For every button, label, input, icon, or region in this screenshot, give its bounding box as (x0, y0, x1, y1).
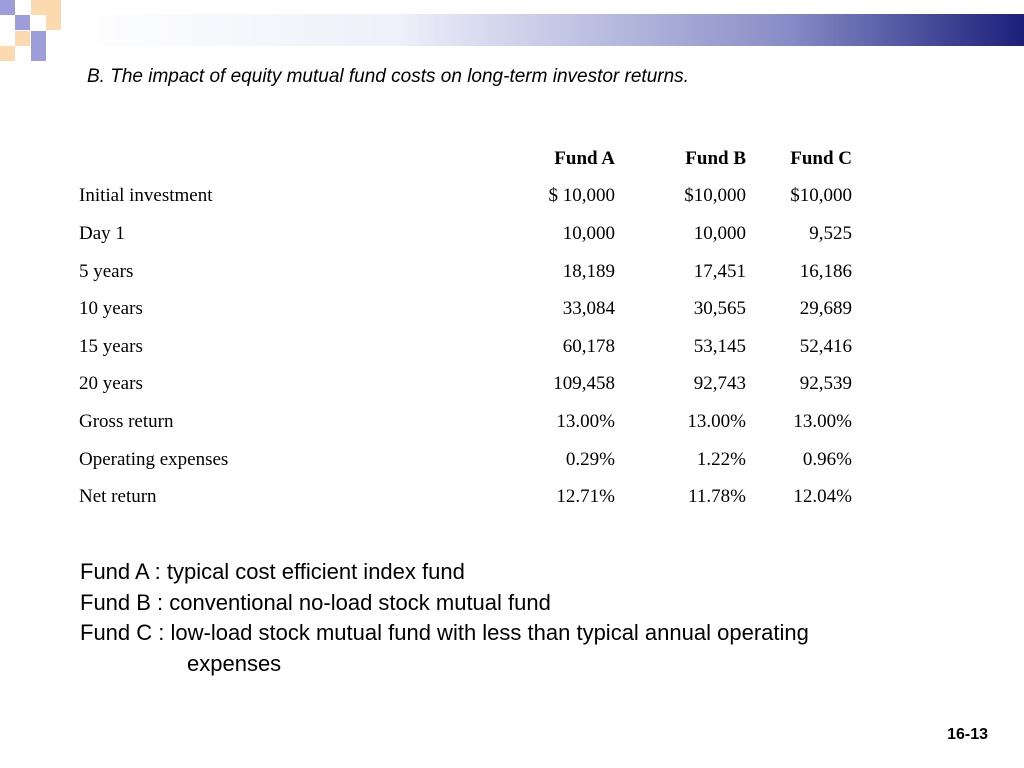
note-fund-a: Fund A : typical cost efficient index fund (80, 559, 465, 584)
cell-fund-b: 11.78% (688, 486, 746, 508)
cell-fund-c: 12.04% (793, 486, 852, 508)
decor-square (31, 46, 46, 61)
table-row (79, 178, 852, 216)
decor-square (0, 0, 15, 15)
decor-square (0, 46, 15, 61)
row-label: 5 years (79, 260, 134, 282)
cell-fund-a: $ 10,000 (548, 185, 615, 207)
cell-fund-c: 52,416 (799, 335, 852, 357)
cell-fund-c: $10,000 (790, 185, 852, 207)
decor-square (31, 0, 46, 15)
table-row (79, 366, 852, 404)
cell-fund-a: 33,084 (562, 298, 615, 320)
table-row (79, 215, 852, 253)
fund-returns-table (79, 140, 852, 516)
row-label: 20 years (79, 373, 143, 395)
table-row (79, 328, 852, 366)
table-header-row (79, 140, 852, 178)
cell-fund-b: 10,000 (693, 222, 746, 244)
table-row (79, 253, 852, 291)
header-gradient-bar (62, 14, 1024, 46)
table-row (79, 290, 852, 328)
cell-fund-a: 109,458 (553, 373, 615, 395)
cell-fund-b: 1.22% (696, 448, 746, 470)
decor-square (15, 31, 30, 46)
cell-fund-b: 13.00% (687, 410, 746, 432)
decor-square (15, 15, 30, 30)
cell-fund-a: 13.00% (556, 410, 615, 432)
cell-fund-a: 0.29% (565, 448, 615, 470)
decor-square (31, 31, 46, 46)
cell-fund-c: 16,186 (799, 260, 852, 282)
cell-fund-c: 92,539 (799, 373, 852, 395)
fund-descriptions (80, 557, 950, 679)
cell-fund-b: 30,565 (693, 298, 746, 320)
cell-fund-b: 17,451 (693, 260, 746, 282)
cell-fund-c: 29,689 (799, 298, 852, 320)
slide-subtitle: B. The impact of equity mutual fund costs on long-term investor returns. (87, 66, 689, 87)
cell-fund-c: 0.96% (802, 448, 852, 470)
column-header (79, 140, 484, 178)
row-label: 15 years (79, 335, 143, 357)
cell-fund-c: 9,525 (809, 222, 852, 244)
slide-number: 16-13 (947, 726, 988, 743)
row-label: 10 years (79, 298, 143, 320)
cell-fund-b: 92,743 (693, 373, 746, 395)
cell-fund-a: 12.71% (556, 486, 615, 508)
decor-square (46, 15, 61, 30)
note-fund-b: Fund B : conventional no-load stock mutual fund (80, 589, 551, 615)
table-row (79, 478, 852, 516)
row-label: Net return (79, 486, 157, 508)
table-row (79, 403, 852, 441)
cell-fund-c: 13.00% (793, 410, 852, 432)
decor-square (46, 0, 61, 15)
cell-fund-a: 60,178 (562, 335, 615, 357)
row-label: Operating expenses (79, 448, 229, 470)
cell-fund-b: $10,000 (684, 185, 746, 207)
column-header-fund-a: Fund A (554, 147, 615, 169)
cell-fund-a: 18,189 (562, 260, 615, 282)
column-header-fund-c: Fund C (790, 147, 852, 169)
cell-fund-a: 10,000 (562, 222, 615, 244)
column-header-fund-b: Fund B (685, 147, 746, 169)
row-label: Day 1 (79, 222, 125, 244)
table-row (79, 441, 852, 479)
cell-fund-b: 53,145 (693, 335, 746, 357)
note-fund-c: Fund C : low-load stock mutual fund with less than typical annual operating (80, 620, 809, 645)
row-label: Gross return (79, 410, 174, 432)
note-fund-c-continued: expenses (187, 650, 282, 676)
row-label: Initial investment (79, 185, 213, 207)
